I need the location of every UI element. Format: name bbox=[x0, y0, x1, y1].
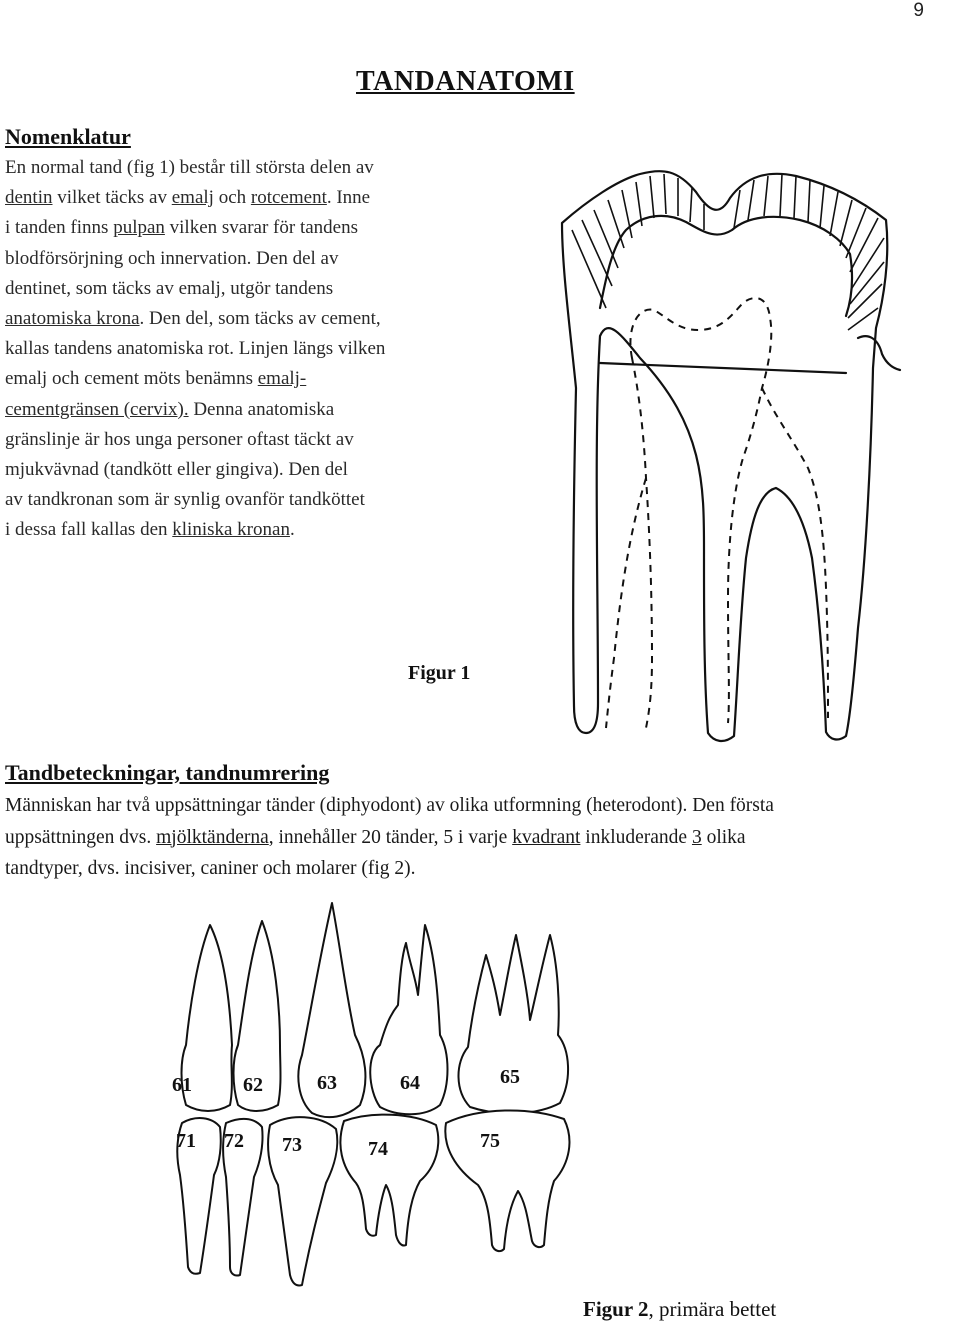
text-line bbox=[5, 485, 465, 515]
text-segment: gränslinje är hos unga personer oftast täckt av bbox=[5, 428, 354, 450]
cervical-line bbox=[600, 363, 846, 373]
nomenklatur-paragraph bbox=[5, 153, 465, 546]
tandbeteckningar-paragraph bbox=[5, 790, 955, 885]
tooth-73-shape bbox=[268, 1117, 337, 1285]
underlined-term: pulpan bbox=[113, 217, 165, 239]
tooth-label-72: 72 bbox=[224, 1130, 244, 1152]
text-segment: vilken svarar för tandens bbox=[164, 217, 359, 239]
text-line bbox=[5, 304, 465, 334]
pulp-outline bbox=[606, 298, 828, 728]
text-line bbox=[5, 455, 465, 485]
text-line bbox=[5, 425, 465, 455]
section-heading-nomenklatur: Nomenklatur bbox=[5, 124, 131, 149]
text-segment: i dessa fall kallas den bbox=[5, 519, 173, 541]
tooth-74-shape bbox=[340, 1115, 438, 1246]
text-segment: . bbox=[289, 519, 295, 541]
figure2-caption bbox=[583, 1297, 776, 1322]
tooth-outline bbox=[562, 171, 887, 741]
figure1-molar-diagram bbox=[528, 158, 908, 758]
underlined-term: kvadrant bbox=[512, 826, 581, 848]
text-segment: kallas tandens anatomiska rot. Linjen längs vilken bbox=[5, 338, 386, 360]
underlined-term: 3 bbox=[691, 826, 702, 848]
text-segment: blodförsörjning och innervation. Den del av bbox=[5, 247, 339, 269]
text-line bbox=[5, 274, 465, 304]
gingiva-line bbox=[858, 336, 900, 370]
text-line bbox=[5, 334, 465, 364]
text-line bbox=[5, 213, 465, 243]
text-segment: tandtyper, dvs. incisiver, caniner och molarer (fig 2). bbox=[5, 858, 416, 879]
underlined-term: anatomiska krona bbox=[5, 308, 140, 330]
underlined-term: emalj- bbox=[257, 368, 307, 390]
tooth-label-65: 65 bbox=[500, 1066, 520, 1088]
text-segment: vilket täcks av bbox=[52, 187, 172, 209]
figure2-caption-text: , primära bettet bbox=[648, 1297, 777, 1321]
text-segment: En normal tand (fig 1) består till största delen av bbox=[5, 157, 374, 178]
text-segment: och bbox=[213, 187, 251, 209]
text-line bbox=[5, 853, 955, 885]
underlined-term: kliniska kronan bbox=[172, 519, 290, 541]
text-segment: av tandkronan som är synlig ovanför tandköttet bbox=[5, 489, 365, 511]
figure2-caption-label: Figur 2 bbox=[583, 1297, 649, 1321]
tooth-label-62: 62 bbox=[243, 1074, 263, 1096]
text-segment: Människan har två uppsättningar tänder (diphyodont) av olika utformning (heterodont). Den första bbox=[5, 795, 774, 816]
text-line bbox=[5, 364, 465, 394]
tooth-label-71: 71 bbox=[176, 1130, 196, 1152]
text-line bbox=[5, 244, 465, 274]
text-line bbox=[5, 790, 955, 822]
text-segment: dentinet, som täcks av emalj, utgör tandens bbox=[5, 277, 334, 299]
text-line bbox=[5, 395, 465, 425]
text-line bbox=[5, 153, 465, 183]
text-line bbox=[5, 515, 465, 545]
underlined-term: emalj bbox=[171, 187, 214, 209]
text-segment: uppsättningen dvs. bbox=[5, 826, 157, 848]
enamel-inner-line bbox=[600, 216, 852, 316]
text-segment: inkluderande bbox=[580, 826, 692, 848]
tooth-label-63: 63 bbox=[317, 1072, 337, 1094]
text-segment: emalj och cement möts benämns bbox=[5, 368, 258, 390]
text-segment: olika bbox=[701, 826, 746, 848]
text-segment: i tanden finns bbox=[5, 217, 114, 239]
tooth-75-shape bbox=[445, 1110, 569, 1251]
underlined-term: mjölktänderna bbox=[156, 826, 269, 848]
tooth-label-74: 74 bbox=[368, 1138, 388, 1160]
tooth-label-73: 73 bbox=[282, 1134, 302, 1156]
text-segment: . Inne bbox=[326, 187, 371, 209]
text-line bbox=[5, 183, 465, 213]
figure2-primary-dentition-diagram bbox=[150, 895, 590, 1290]
text-line bbox=[5, 822, 955, 854]
page-number: 9 bbox=[913, 0, 924, 21]
underlined-term: cementgränsen (cervix). bbox=[5, 398, 189, 420]
text-segment: . Den del, som täcks av cement, bbox=[139, 308, 381, 330]
underlined-term: rotcement bbox=[250, 187, 327, 209]
page-title: TANDANATOMI bbox=[356, 66, 575, 97]
text-segment: , innehåller 20 tänder, 5 i varje bbox=[268, 826, 513, 848]
text-segment: Denna anatomiska bbox=[188, 398, 335, 420]
figure1-caption: Figur 1 bbox=[408, 662, 471, 684]
tooth-label-61: 61 bbox=[172, 1074, 192, 1096]
section-heading-tandbeteckningar: Tandbeteckningar, tandnumrering bbox=[5, 760, 330, 785]
tooth-label-64: 64 bbox=[400, 1072, 420, 1094]
text-segment: mjukvävnad (tandkött eller gingiva). Den del bbox=[5, 459, 348, 481]
tooth-label-75: 75 bbox=[480, 1130, 500, 1152]
underlined-term: dentin bbox=[5, 187, 53, 209]
